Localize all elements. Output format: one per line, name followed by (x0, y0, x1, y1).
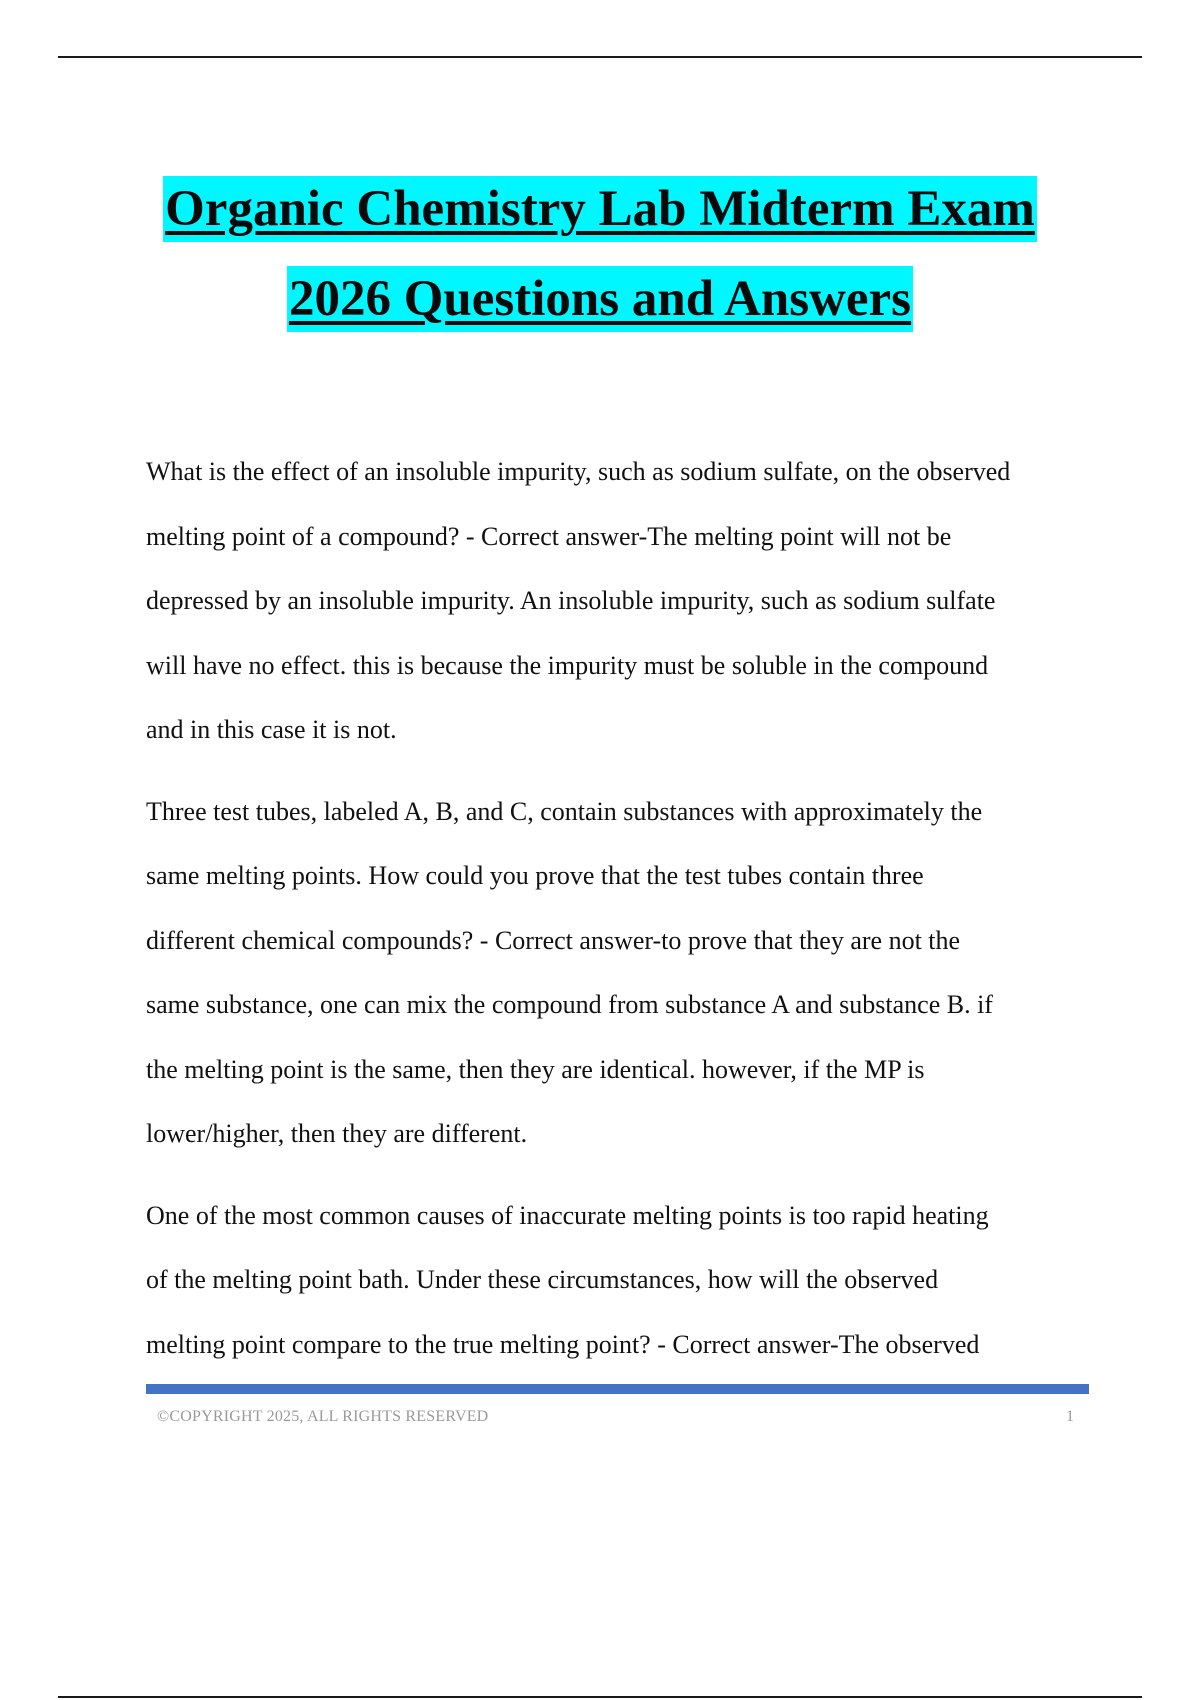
qa-line: melting point of a compound? - Correct answer-The melting point will not be (146, 521, 952, 551)
footer-bar (146, 1384, 1089, 1394)
footer-copyright: ©COPYRIGHT 2025, ALL RIGHTS RESERVED (157, 1408, 489, 1425)
page-number: 1 (1066, 1408, 1074, 1425)
qa-line: One of the most common causes of inaccurate melting points is too rapid heating (146, 1200, 989, 1230)
qa-line: the melting point is the same, then they are identical. however, if the MP is (146, 1054, 925, 1084)
qa-line: will have no effect. this is because the impurity must be soluble in the compound (146, 650, 989, 680)
document-title (0, 176, 1200, 332)
qa-block-2 (146, 780, 1096, 1167)
qa-line: lower/higher, then they are different. (146, 1119, 528, 1148)
qa-line: depressed by an insoluble impurity. An insoluble impurity, such as sodium sulfate (146, 586, 996, 615)
title-line-1: Organic Chemistry Lab Midterm Exam (163, 176, 1037, 242)
title-line-2: 2026 Questions and Answers (287, 266, 913, 332)
qa-content (146, 440, 1096, 1394)
qa-block-1 (146, 440, 1096, 763)
qa-line: same substance, one can mix the compound from substance A and substance B. if (146, 990, 993, 1019)
qa-line: What is the effect of an insoluble impurity, such as sodium sulfate, on the observed (146, 457, 1011, 486)
qa-line: same melting points. How could you prove that the test tubes contain three (146, 861, 924, 890)
qa-line: melting point compare to the true melting point? - Correct answer-The observed (146, 1329, 980, 1359)
qa-line: Three test tubes, labeled A, B, and C, contain substances with approximately the (146, 796, 983, 826)
qa-block-3 (146, 1184, 1096, 1378)
qa-line: different chemical compounds? - Correct answer-to prove that they are not the (146, 925, 961, 955)
qa-line: of the melting point bath. Under these circumstances, how will the observed (146, 1265, 939, 1294)
qa-line: and in this case it is not. (146, 715, 397, 744)
top-rule (58, 56, 1142, 58)
bottom-rule (58, 1696, 1142, 1698)
